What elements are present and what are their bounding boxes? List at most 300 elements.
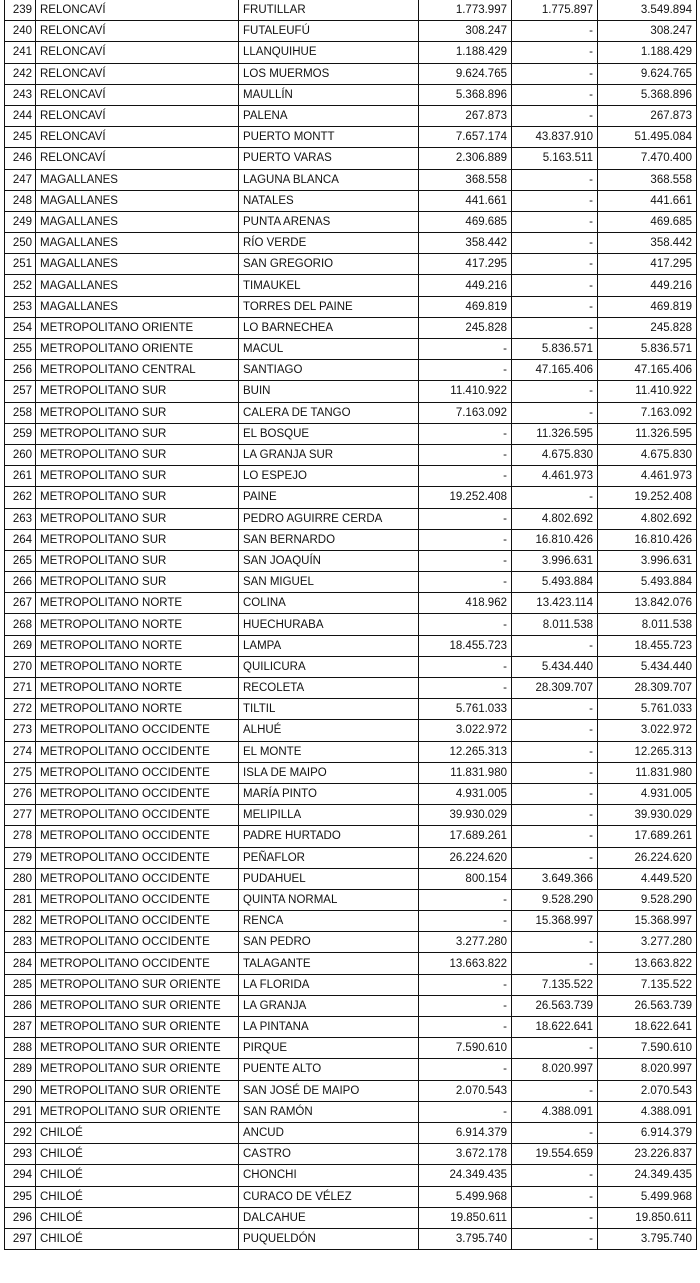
- region-cell: METROPOLITANO SUR: [36, 402, 239, 423]
- row-number: 273: [5, 720, 36, 741]
- row-number: 251: [5, 254, 36, 275]
- row-number: 254: [5, 317, 36, 338]
- total-cell: 8.011.538: [598, 614, 697, 635]
- commune-cell: LA GRANJA: [239, 995, 419, 1016]
- value-2-cell: 5.836.571: [512, 339, 598, 360]
- total-cell: 5.368.896: [598, 84, 697, 105]
- total-cell: 417.295: [598, 254, 697, 275]
- table-row: [5, 169, 697, 190]
- table-row: [5, 889, 697, 910]
- table-row: [5, 953, 697, 974]
- row-number: 285: [5, 974, 36, 995]
- commune-cell: SAN RAMÓN: [239, 1101, 419, 1122]
- table-row: [5, 762, 697, 783]
- commune-cell: SAN JOAQUÍN: [239, 550, 419, 571]
- table-row: [5, 317, 697, 338]
- region-cell: METROPOLITANO OCCIDENTE: [36, 868, 239, 889]
- table-row: [5, 826, 697, 847]
- row-number: 283: [5, 932, 36, 953]
- row-number: 272: [5, 699, 36, 720]
- value-1-cell: 4.931.005: [419, 783, 512, 804]
- row-number: 287: [5, 1017, 36, 1038]
- row-number: 244: [5, 105, 36, 126]
- table-row: [5, 508, 697, 529]
- commune-cell: LO ESPEJO: [239, 466, 419, 487]
- value-1-cell: 19.850.611: [419, 1207, 512, 1228]
- total-cell: 3.996.631: [598, 550, 697, 571]
- value-1-cell: 18.455.723: [419, 635, 512, 656]
- commune-cell: QUINTA NORMAL: [239, 889, 419, 910]
- region-cell: METROPOLITANO OCCIDENTE: [36, 953, 239, 974]
- commune-cell: PAINE: [239, 487, 419, 508]
- value-1-cell: 3.277.280: [419, 932, 512, 953]
- region-cell: METROPOLITANO SUR: [36, 423, 239, 444]
- commune-cell: MARÍA PINTO: [239, 783, 419, 804]
- table-row: [5, 1059, 697, 1080]
- total-cell: 245.828: [598, 317, 697, 338]
- value-1-cell: -: [419, 360, 512, 381]
- value-2-cell: 18.622.641: [512, 1017, 598, 1038]
- total-cell: 9.624.765: [598, 63, 697, 84]
- region-cell: METROPOLITANO OCCIDENTE: [36, 762, 239, 783]
- value-2-cell: -: [512, 402, 598, 423]
- value-1-cell: -: [419, 911, 512, 932]
- value-1-cell: -: [419, 339, 512, 360]
- row-number: 245: [5, 127, 36, 148]
- table-row: [5, 339, 697, 360]
- commune-cell: PEÑAFLOR: [239, 847, 419, 868]
- region-cell: METROPOLITANO SUR: [36, 466, 239, 487]
- row-number: 248: [5, 190, 36, 211]
- value-1-cell: -: [419, 614, 512, 635]
- region-cell: METROPOLITANO NORTE: [36, 656, 239, 677]
- commune-cell: ALHUÉ: [239, 720, 419, 741]
- region-cell: METROPOLITANO SUR: [36, 487, 239, 508]
- value-1-cell: 418.962: [419, 593, 512, 614]
- region-cell: CHILOÉ: [36, 1228, 239, 1249]
- value-1-cell: 5.368.896: [419, 84, 512, 105]
- table-row: [5, 360, 697, 381]
- row-number: 263: [5, 508, 36, 529]
- table-row: [5, 614, 697, 635]
- value-2-cell: 5.434.440: [512, 656, 598, 677]
- value-1-cell: 11.831.980: [419, 762, 512, 783]
- row-number: 292: [5, 1122, 36, 1143]
- row-number: 253: [5, 296, 36, 317]
- row-number: 284: [5, 953, 36, 974]
- value-1-cell: 5.499.968: [419, 1186, 512, 1207]
- region-cell: CHILOÉ: [36, 1144, 239, 1165]
- row-number: 289: [5, 1059, 36, 1080]
- value-1-cell: -: [419, 550, 512, 571]
- table-row: [5, 572, 697, 593]
- table-row: [5, 0, 697, 21]
- row-number: 246: [5, 148, 36, 169]
- value-2-cell: 1.775.897: [512, 0, 598, 21]
- row-number: 290: [5, 1080, 36, 1101]
- commune-cell: PUQUELDÓN: [239, 1228, 419, 1249]
- commune-cell: NATALES: [239, 190, 419, 211]
- row-number: 258: [5, 402, 36, 423]
- total-cell: 5.761.033: [598, 699, 697, 720]
- value-1-cell: 441.661: [419, 190, 512, 211]
- value-1-cell: 26.224.620: [419, 847, 512, 868]
- region-cell: RELONCAVÍ: [36, 63, 239, 84]
- value-1-cell: -: [419, 466, 512, 487]
- value-2-cell: 19.554.659: [512, 1144, 598, 1165]
- total-cell: 9.528.290: [598, 889, 697, 910]
- table-row: [5, 974, 697, 995]
- region-cell: MAGALLANES: [36, 275, 239, 296]
- value-2-cell: -: [512, 487, 598, 508]
- region-cell: METROPOLITANO ORIENTE: [36, 339, 239, 360]
- value-1-cell: 308.247: [419, 21, 512, 42]
- row-number: 276: [5, 783, 36, 804]
- commune-cell: ANCUD: [239, 1122, 419, 1143]
- total-cell: 3.277.280: [598, 932, 697, 953]
- value-2-cell: 26.563.739: [512, 995, 598, 1016]
- value-1-cell: 449.216: [419, 275, 512, 296]
- row-number: 288: [5, 1038, 36, 1059]
- commune-cell: PALENA: [239, 105, 419, 126]
- commune-cell: DALCAHUE: [239, 1207, 419, 1228]
- value-1-cell: 12.265.313: [419, 741, 512, 762]
- region-cell: METROPOLITANO NORTE: [36, 614, 239, 635]
- total-cell: 47.165.406: [598, 360, 697, 381]
- commune-cell: FUTALEUFÚ: [239, 21, 419, 42]
- row-number: 259: [5, 423, 36, 444]
- row-number: 294: [5, 1165, 36, 1186]
- value-2-cell: 4.461.973: [512, 466, 598, 487]
- value-1-cell: -: [419, 656, 512, 677]
- region-cell: METROPOLITANO NORTE: [36, 635, 239, 656]
- total-cell: 18.455.723: [598, 635, 697, 656]
- value-2-cell: 3.649.366: [512, 868, 598, 889]
- table-row: [5, 635, 697, 656]
- table-row: [5, 593, 697, 614]
- value-1-cell: -: [419, 974, 512, 995]
- region-cell: METROPOLITANO OCCIDENTE: [36, 932, 239, 953]
- table-row: [5, 211, 697, 232]
- row-number: 249: [5, 211, 36, 232]
- region-cell: CHILOÉ: [36, 1165, 239, 1186]
- row-number: 247: [5, 169, 36, 190]
- value-2-cell: -: [512, 847, 598, 868]
- region-cell: MAGALLANES: [36, 296, 239, 317]
- total-cell: 4.449.520: [598, 868, 697, 889]
- total-cell: 16.810.426: [598, 529, 697, 550]
- value-2-cell: -: [512, 1038, 598, 1059]
- total-cell: 469.685: [598, 211, 697, 232]
- value-2-cell: 9.528.290: [512, 889, 598, 910]
- total-cell: 23.226.837: [598, 1144, 697, 1165]
- table-row: [5, 1228, 697, 1249]
- total-cell: 26.224.620: [598, 847, 697, 868]
- commune-cell: RECOLETA: [239, 678, 419, 699]
- value-2-cell: 43.837.910: [512, 127, 598, 148]
- table-row: [5, 678, 697, 699]
- value-1-cell: -: [419, 529, 512, 550]
- row-number: 252: [5, 275, 36, 296]
- value-2-cell: 7.135.522: [512, 974, 598, 995]
- region-cell: METROPOLITANO SUR: [36, 508, 239, 529]
- total-cell: 11.326.595: [598, 423, 697, 444]
- value-2-cell: 16.810.426: [512, 529, 598, 550]
- table-row: [5, 1207, 697, 1228]
- value-2-cell: -: [512, 169, 598, 190]
- commune-cell: SAN PEDRO: [239, 932, 419, 953]
- value-2-cell: -: [512, 1228, 598, 1249]
- value-2-cell: 15.368.997: [512, 911, 598, 932]
- table-row: [5, 444, 697, 465]
- total-cell: 4.802.692: [598, 508, 697, 529]
- commune-cell: LAGUNA BLANCA: [239, 169, 419, 190]
- row-number: 297: [5, 1228, 36, 1249]
- commune-cell: LA GRANJA SUR: [239, 444, 419, 465]
- commune-cell: PEDRO AGUIRRE CERDA: [239, 508, 419, 529]
- total-cell: 13.842.076: [598, 593, 697, 614]
- value-1-cell: 1.773.997: [419, 0, 512, 21]
- total-cell: 4.675.830: [598, 444, 697, 465]
- commune-cell: TIMAUKEL: [239, 275, 419, 296]
- commune-cell: TALAGANTE: [239, 953, 419, 974]
- row-number: 269: [5, 635, 36, 656]
- total-cell: 4.388.091: [598, 1101, 697, 1122]
- row-number: 291: [5, 1101, 36, 1122]
- row-number: 278: [5, 826, 36, 847]
- commune-cell: CURACO DE VÉLEZ: [239, 1186, 419, 1207]
- value-2-cell: -: [512, 741, 598, 762]
- row-number: 267: [5, 593, 36, 614]
- value-1-cell: 358.442: [419, 233, 512, 254]
- total-cell: 18.622.641: [598, 1017, 697, 1038]
- commune-cell: TILTIL: [239, 699, 419, 720]
- value-2-cell: 4.388.091: [512, 1101, 598, 1122]
- total-cell: 24.349.435: [598, 1165, 697, 1186]
- region-cell: METROPOLITANO OCCIDENTE: [36, 911, 239, 932]
- region-cell: MAGALLANES: [36, 233, 239, 254]
- value-1-cell: 469.685: [419, 211, 512, 232]
- commune-cell: FRUTILLAR: [239, 0, 419, 21]
- value-2-cell: -: [512, 953, 598, 974]
- row-number: 256: [5, 360, 36, 381]
- region-cell: METROPOLITANO NORTE: [36, 678, 239, 699]
- value-1-cell: 7.657.174: [419, 127, 512, 148]
- row-number: 242: [5, 63, 36, 84]
- total-cell: 15.368.997: [598, 911, 697, 932]
- value-2-cell: -: [512, 1122, 598, 1143]
- region-cell: METROPOLITANO SUR ORIENTE: [36, 1059, 239, 1080]
- total-cell: 11.831.980: [598, 762, 697, 783]
- value-1-cell: 417.295: [419, 254, 512, 275]
- commune-cell: PUDAHUEL: [239, 868, 419, 889]
- region-cell: MAGALLANES: [36, 211, 239, 232]
- total-cell: 39.930.029: [598, 805, 697, 826]
- commune-cell: LA FLORIDA: [239, 974, 419, 995]
- value-2-cell: 47.165.406: [512, 360, 598, 381]
- value-2-cell: 5.163.511: [512, 148, 598, 169]
- commune-cell: PIRQUE: [239, 1038, 419, 1059]
- total-cell: 3.549.894: [598, 0, 697, 21]
- table-row: [5, 741, 697, 762]
- table-row: [5, 911, 697, 932]
- table-row: [5, 105, 697, 126]
- total-cell: 358.442: [598, 233, 697, 254]
- value-2-cell: -: [512, 826, 598, 847]
- commune-cell: CASTRO: [239, 1144, 419, 1165]
- table-row: [5, 466, 697, 487]
- table-row: [5, 487, 697, 508]
- table-row: [5, 868, 697, 889]
- commune-cell: MELIPILLA: [239, 805, 419, 826]
- region-cell: METROPOLITANO OCCIDENTE: [36, 741, 239, 762]
- total-cell: 469.819: [598, 296, 697, 317]
- value-1-cell: -: [419, 508, 512, 529]
- table-row: [5, 656, 697, 677]
- value-1-cell: 5.761.033: [419, 699, 512, 720]
- value-2-cell: -: [512, 762, 598, 783]
- region-cell: METROPOLITANO SUR: [36, 381, 239, 402]
- region-cell: CHILOÉ: [36, 1122, 239, 1143]
- value-2-cell: -: [512, 233, 598, 254]
- table-row: [5, 21, 697, 42]
- commune-cell: CALERA DE TANGO: [239, 402, 419, 423]
- region-cell: CHILOÉ: [36, 1207, 239, 1228]
- value-1-cell: -: [419, 1101, 512, 1122]
- region-cell: MAGALLANES: [36, 190, 239, 211]
- region-cell: METROPOLITANO OCCIDENTE: [36, 826, 239, 847]
- value-2-cell: -: [512, 296, 598, 317]
- region-cell: MAGALLANES: [36, 254, 239, 275]
- row-number: 271: [5, 678, 36, 699]
- row-number: 262: [5, 487, 36, 508]
- row-number: 279: [5, 847, 36, 868]
- total-cell: 26.563.739: [598, 995, 697, 1016]
- value-1-cell: 9.624.765: [419, 63, 512, 84]
- region-cell: METROPOLITANO OCCIDENTE: [36, 847, 239, 868]
- table-row: [5, 1144, 697, 1165]
- total-cell: 8.020.997: [598, 1059, 697, 1080]
- row-number: 282: [5, 911, 36, 932]
- commune-cell: SAN BERNARDO: [239, 529, 419, 550]
- value-2-cell: 28.309.707: [512, 678, 598, 699]
- value-1-cell: 3.795.740: [419, 1228, 512, 1249]
- row-number: 275: [5, 762, 36, 783]
- total-cell: 12.265.313: [598, 741, 697, 762]
- table-row: [5, 233, 697, 254]
- value-1-cell: 17.689.261: [419, 826, 512, 847]
- value-2-cell: -: [512, 1080, 598, 1101]
- table-row: [5, 148, 697, 169]
- value-2-cell: -: [512, 1165, 598, 1186]
- region-cell: METROPOLITANO SUR: [36, 529, 239, 550]
- value-2-cell: 4.675.830: [512, 444, 598, 465]
- table-row: [5, 1101, 697, 1122]
- commune-cell: SAN GREGORIO: [239, 254, 419, 275]
- total-cell: 7.135.522: [598, 974, 697, 995]
- row-number: 293: [5, 1144, 36, 1165]
- table-row: [5, 932, 697, 953]
- value-1-cell: 24.349.435: [419, 1165, 512, 1186]
- value-1-cell: 11.410.922: [419, 381, 512, 402]
- total-cell: 1.188.429: [598, 42, 697, 63]
- total-cell: 7.590.610: [598, 1038, 697, 1059]
- region-cell: METROPOLITANO SUR ORIENTE: [36, 1017, 239, 1038]
- row-number: 295: [5, 1186, 36, 1207]
- region-cell: RELONCAVÍ: [36, 127, 239, 148]
- value-1-cell: 368.558: [419, 169, 512, 190]
- region-cell: CHILOÉ: [36, 1186, 239, 1207]
- row-number: 277: [5, 805, 36, 826]
- value-2-cell: 5.493.884: [512, 572, 598, 593]
- commune-cell: PADRE HURTADO: [239, 826, 419, 847]
- commune-cell: HUECHURABA: [239, 614, 419, 635]
- value-1-cell: 469.819: [419, 296, 512, 317]
- table-row: [5, 402, 697, 423]
- commune-cell: COLINA: [239, 593, 419, 614]
- table-body: [5, 0, 697, 1250]
- commune-cell: PUERTO VARAS: [239, 148, 419, 169]
- value-1-cell: -: [419, 423, 512, 444]
- row-number: 241: [5, 42, 36, 63]
- commune-cell: LLANQUIHUE: [239, 42, 419, 63]
- commune-cell: RÍO VERDE: [239, 233, 419, 254]
- value-2-cell: 3.996.631: [512, 550, 598, 571]
- value-2-cell: 8.011.538: [512, 614, 598, 635]
- region-cell: RELONCAVÍ: [36, 84, 239, 105]
- table-row: [5, 699, 697, 720]
- commune-cell: EL MONTE: [239, 741, 419, 762]
- total-cell: 441.661: [598, 190, 697, 211]
- value-1-cell: 7.590.610: [419, 1038, 512, 1059]
- region-cell: METROPOLITANO SUR ORIENTE: [36, 995, 239, 1016]
- region-cell: METROPOLITANO SUR: [36, 572, 239, 593]
- commune-cell: PUENTE ALTO: [239, 1059, 419, 1080]
- total-cell: 449.216: [598, 275, 697, 296]
- table-row: [5, 720, 697, 741]
- total-cell: 4.461.973: [598, 466, 697, 487]
- row-number: 280: [5, 868, 36, 889]
- value-2-cell: -: [512, 1186, 598, 1207]
- row-number: 240: [5, 21, 36, 42]
- value-1-cell: -: [419, 572, 512, 593]
- row-number: 243: [5, 84, 36, 105]
- value-1-cell: -: [419, 1059, 512, 1080]
- total-cell: 5.434.440: [598, 656, 697, 677]
- value-2-cell: 8.020.997: [512, 1059, 598, 1080]
- region-cell: METROPOLITANO OCCIDENTE: [36, 720, 239, 741]
- table-row: [5, 423, 697, 444]
- value-1-cell: 800.154: [419, 868, 512, 889]
- commune-cell: BUIN: [239, 381, 419, 402]
- region-cell: METROPOLITANO SUR: [36, 444, 239, 465]
- value-2-cell: 13.423.114: [512, 593, 598, 614]
- commune-cell: CHONCHI: [239, 1165, 419, 1186]
- row-number: 296: [5, 1207, 36, 1228]
- value-1-cell: -: [419, 1017, 512, 1038]
- value-2-cell: -: [512, 932, 598, 953]
- value-2-cell: -: [512, 381, 598, 402]
- value-1-cell: 1.188.429: [419, 42, 512, 63]
- region-cell: RELONCAVÍ: [36, 42, 239, 63]
- commune-cell: LA PINTANA: [239, 1017, 419, 1038]
- region-cell: METROPOLITANO NORTE: [36, 593, 239, 614]
- value-1-cell: 7.163.092: [419, 402, 512, 423]
- table-row: [5, 190, 697, 211]
- table-row: [5, 296, 697, 317]
- value-1-cell: 13.663.822: [419, 953, 512, 974]
- value-1-cell: 19.252.408: [419, 487, 512, 508]
